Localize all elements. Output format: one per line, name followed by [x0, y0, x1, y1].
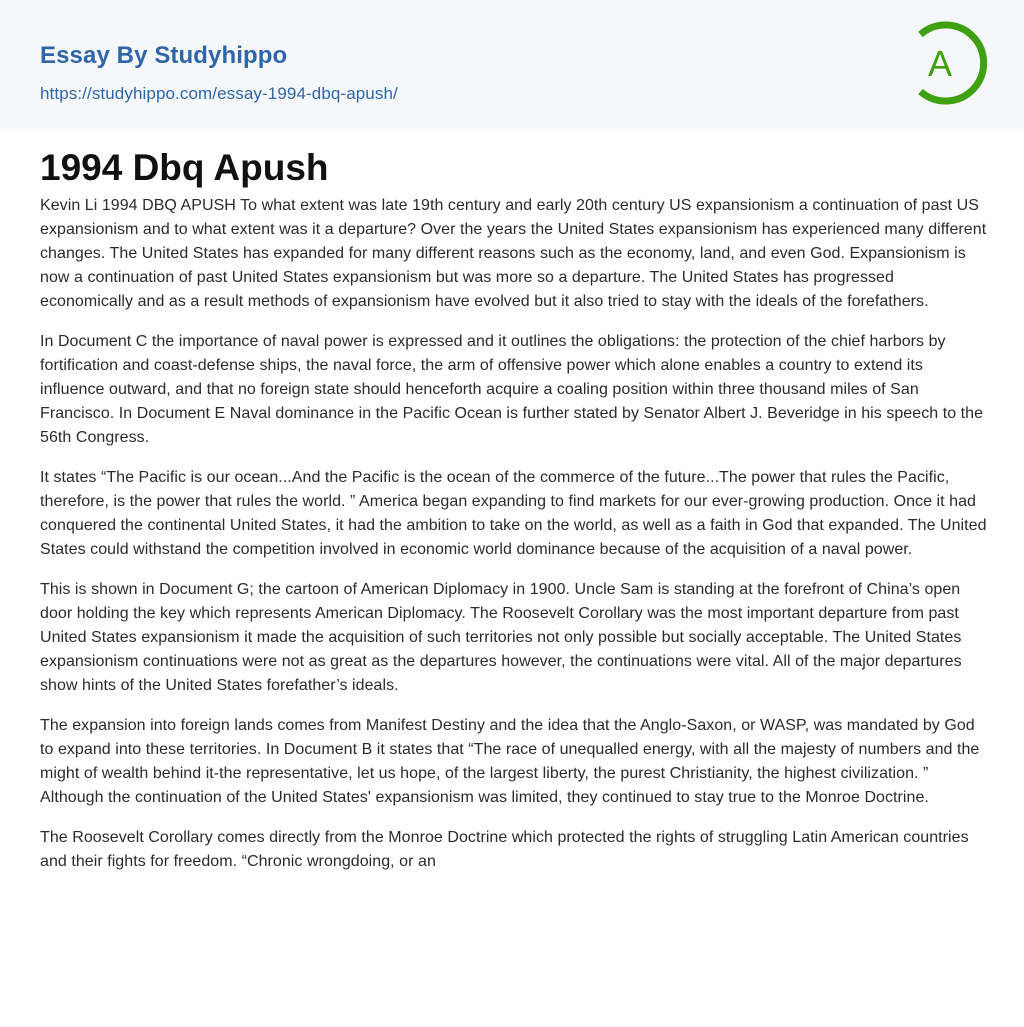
essay-content	[40, 194, 988, 890]
essay-paragraph: It states “The Pacific is our ocean...And the Pacific is the ocean of the commerce of the future...The power that rules the Pacific, therefore, is the power that rules the world. ” America began expanding to find markets for our ever-growing production. Once it had conquered the continental United States, it had the ambition to take on the world, as well as a faith in God that expanded. The United States could withstand the competition involved in economic world dominance because of the acquisition of a naval power.	[40, 469, 987, 558]
studyhippo-logo-icon[interactable]	[898, 17, 990, 109]
page-title: 1994 Dbq Apush	[40, 147, 329, 188]
essay-url-link[interactable]: https://studyhippo.com/essay-1994-dbq-apush/	[40, 84, 398, 103]
essay-paragraph: Kevin Li 1994 DBQ APUSH To what extent was late 19th century and early 20th century US expansionism a continuation of past US expansionism and to what extent was it a departure? Over the years the United States expansionism has experienced many different changes. The United States has expanded for many different reasons such as the economy, land, and even God. Expansionism is now a continuation of past United States expansionism but was more so a departure. The United States has progressed economically and as a result methods of expansionism have evolved but it also tried to stay with the ideals of the forefathers.	[40, 197, 987, 310]
site-title: Essay By Studyhippo	[40, 42, 288, 69]
essay-paragraph: In Document C the importance of naval power is expressed and it outlines the obligations: the protection of the chief harbors by fortification and coast-defense ships, the naval force, the arm of offensive power which alone enables a country to extend its influence outward, and that no foreign state should henceforth acquire a coaling position within three thousand miles of San Francisco. In Document E Naval dominance in the Pacific Ocean is further stated by Senator Albert J. Beveridge in his speech to the 56th Congress.	[40, 333, 984, 446]
essay-paragraph: The expansion into foreign lands comes from Manifest Destiny and the idea that the Anglo-Saxon, or WASP, was mandated by God to expand into these territories. In Document B it states that “The race of unequalled energy, with all the majesty of numbers and the might of wealth behind it-the representative, let us hope, of the largest liberty, the purest Christianity, the highest civilization. ” Although the continuation of the United States' expansionism was limited, they continued to stay true to the Monroe Doctrine.	[40, 717, 980, 806]
essay-paragraph: The Roosevelt Corollary comes directly from the Monroe Doctrine which protected the rights of struggling Latin American countries and their fights for freedom. “Chronic wrongdoing, or an	[40, 829, 969, 870]
essay-paragraph: This is shown in Document G; the cartoon of American Diplomacy in 1900. Uncle Sam is standing at the forefront of China’s open door holding the key which represents American Diplomacy. The Roosevelt Corollary was the most important departure from past United States expansionism it made the acquisition of such territories not only possible but socially acceptable. The United States expansionism continuations were not as great as the departures however, the continuations were vital. All of the major departures show hints of the United States forefather’s ideals.	[40, 581, 962, 694]
svg-text:A: A	[927, 43, 953, 84]
